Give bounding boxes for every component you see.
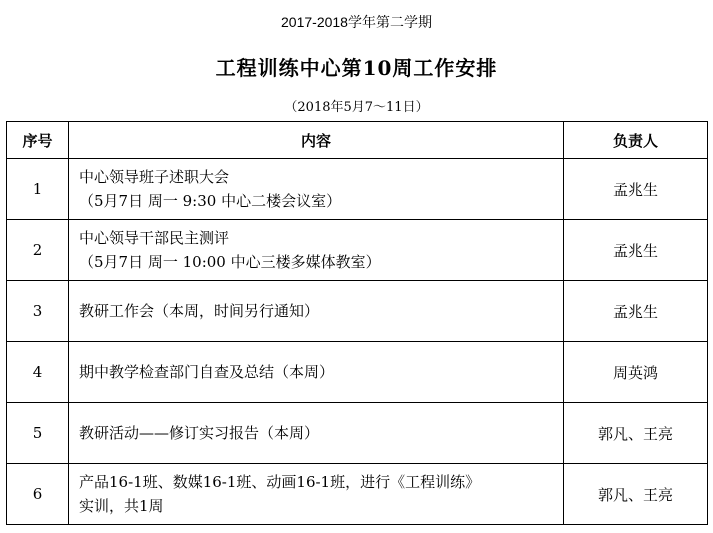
row-content-line: 教研工作会（本周，时间另行通知） xyxy=(79,302,320,320)
row-number: 5 xyxy=(7,403,69,464)
column-header-person: 负责人 xyxy=(564,122,708,159)
table-row xyxy=(7,159,708,220)
row-number: 1 xyxy=(7,159,69,220)
table-row xyxy=(7,403,708,464)
row-content-line: 产品16-1班、数媒16-1班、动画16-1班，进行《工程训练》 xyxy=(79,473,481,491)
row-person: 孟兆生 xyxy=(564,281,708,342)
row-number: 2 xyxy=(7,220,69,281)
row-number: 3 xyxy=(7,281,69,342)
row-content-line: 教研活动——修订实习报告（本周） xyxy=(79,424,320,442)
row-person: 郭凡、王亮 xyxy=(564,464,708,525)
row-content-line: 中心领导班子述职大会 xyxy=(79,168,230,186)
column-header-content: 内容 xyxy=(69,122,564,159)
column-header-number: 序号 xyxy=(7,122,69,159)
row-content-detail: 实训，共1周 xyxy=(79,497,164,515)
table-row xyxy=(7,281,708,342)
row-content-detail: （5月7日 周一 9:30 中心二楼会议室） xyxy=(79,192,342,210)
row-content xyxy=(69,220,564,281)
table-row xyxy=(7,220,708,281)
row-person: 孟兆生 xyxy=(564,220,708,281)
row-content-detail: （5月7日 周一 10:00 中心三楼多媒体教室） xyxy=(79,253,381,271)
row-number: 4 xyxy=(7,342,69,403)
semester-label: 2017-2018学年第二学期 xyxy=(281,14,432,30)
row-content-line: 期中教学检查部门自查及总结（本周） xyxy=(79,363,335,381)
row-content xyxy=(69,159,564,220)
page-title: 工程训练中心第10周工作安排 xyxy=(215,56,498,80)
row-content-line: 中心领导干部民主测评 xyxy=(79,229,230,247)
row-content xyxy=(69,281,564,342)
row-person: 郭凡、王亮 xyxy=(564,403,708,464)
row-number: 6 xyxy=(7,464,69,525)
table-row xyxy=(7,464,708,525)
date-range: （2018年5月7～11日） xyxy=(284,100,429,115)
row-content xyxy=(69,403,564,464)
row-content xyxy=(69,342,564,403)
table-header-row xyxy=(7,122,708,159)
row-content xyxy=(69,464,564,525)
row-person: 周英鸿 xyxy=(564,342,708,403)
schedule-table xyxy=(6,121,708,525)
row-person: 孟兆生 xyxy=(564,159,708,220)
table-row xyxy=(7,342,708,403)
